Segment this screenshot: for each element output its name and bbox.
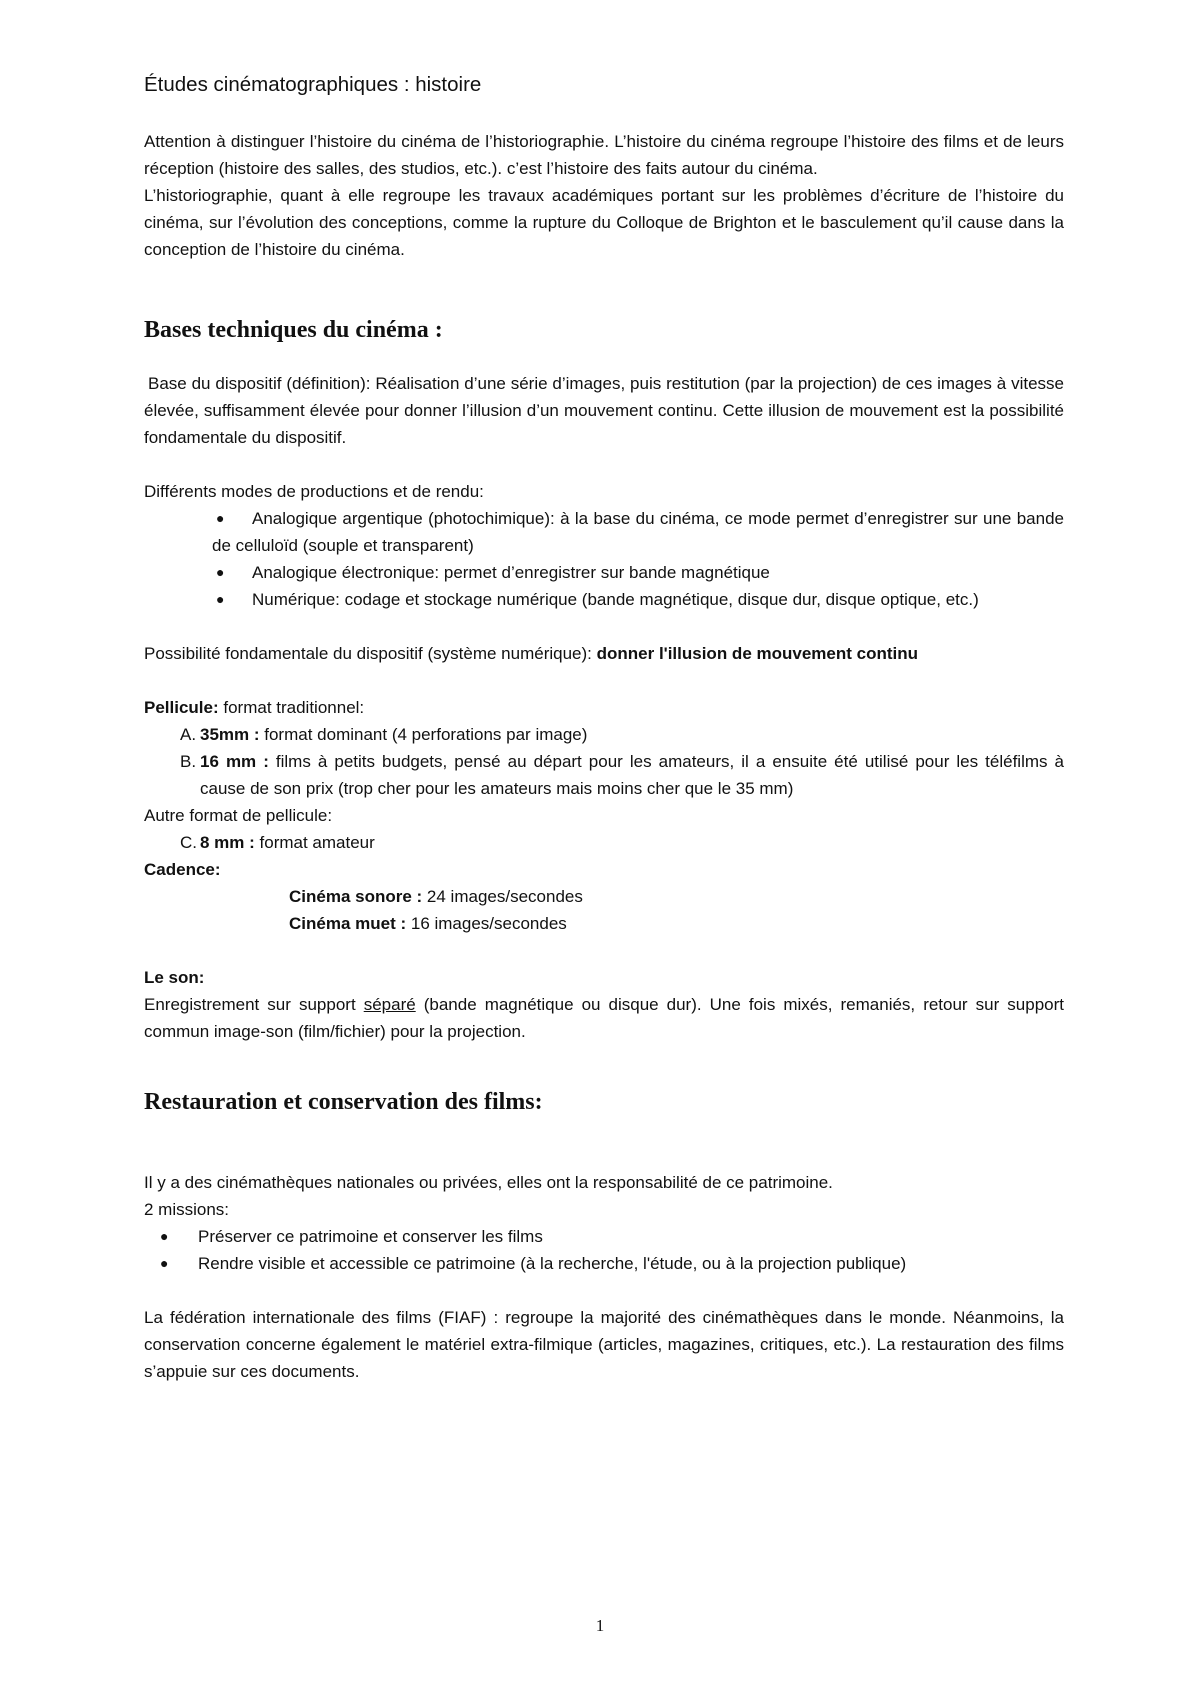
document-title: Études cinématographiques : histoire <box>144 73 482 96</box>
sound-paragraph: Enregistrement sur support séparé (bande magnétique ou disque dur). Une fois mixés, remaniés, retour sur support commun image-son (film/fichier) pour la projection. <box>144 995 1064 1041</box>
intro-paragraph-historiography: L’historiographie, quant à elle regroupe les travaux académiques portant sur les problèmes d’écriture de l’histoire du cinéma, sur l’évolution des conceptions, comme la rupture du Colloque de Brighton et le basculement qu’il cause dans la conception de l’histoire du cinéma. <box>144 186 1064 259</box>
cadence-silent-line: Cinéma muet : 16 images/secondes <box>289 914 567 933</box>
cadence-label: Cadence: <box>144 860 221 879</box>
modes-intro: Différents modes de productions et de rendu: <box>144 482 484 501</box>
pellicule-line: Pellicule: format traditionnel: <box>144 698 365 717</box>
bullet-icon: ● <box>216 591 225 607</box>
list-item: B. 16 mm : films à petits budgets, pensé au départ pour les amateurs, il a ensuite été utilisé pour les téléfilms à cause de son prix (trop cher pour les amateurs mais moins cher que le 35 mm) <box>180 752 1064 798</box>
bullet-icon: ● <box>160 1228 169 1244</box>
list-item: A. 35mm : format dominant (4 perforations par image) <box>180 725 588 744</box>
list-item: C. 8 mm : format amateur <box>180 833 375 852</box>
section-heading-techniques: Bases techniques du cinéma : <box>144 317 443 343</box>
other-format-line: Autre format de pellicule: <box>144 806 333 825</box>
sound-label: Le son: <box>144 968 205 987</box>
fundamental-possibility: Possibilité fondamentale du dispositif (système numérique): donner l'illusion de mouvement continu <box>144 644 918 663</box>
format-list-other <box>144 829 1064 856</box>
bullet-icon: ● <box>216 564 225 580</box>
list-item: ● Numérique: codage et stockage numérique (bande magnétique, disque dur, disque optique, etc.) <box>144 586 1064 613</box>
bullet-icon: ● <box>160 1255 169 1271</box>
fiaf-paragraph: La fédération internationale des films (FIAF) : regroupe la majorité des cinémathèques dans le monde. Néanmoins, la conservation concerne également le matériel extra-filmique (articles, magazines, critiques, etc.). La restauration des films s’appuie sur ces documents. <box>144 1308 1064 1381</box>
bullet-icon: ● <box>216 510 225 526</box>
cinematheques-paragraph: Il y a des cinémathèques nationales ou privées, elles ont la responsabilité de ce patrimoine. <box>144 1173 833 1192</box>
base-dispositif-paragraph: Base du dispositif (définition): Réalisation d’une série d’images, puis restitution (par la projection) de ces images à vitesse élevée, suffisamment élevée pour donner l’illusion d’un mouvement continu. Cette illusion de mouvement est la possibilité fondamentale du dispositif. <box>144 374 1064 447</box>
list-item: ● Préserver ce patrimoine et conserver les films <box>144 1223 1064 1250</box>
page-number: 1 <box>595 1616 605 1635</box>
format-list <box>144 721 1064 802</box>
section-heading-restauration: Restauration et conservation des films: <box>144 1089 543 1115</box>
modes-list <box>144 505 1064 613</box>
intro-paragraph-history: Attention à distinguer l’histoire du cinéma de l’historiographie. L’histoire du cinéma regroupe l’histoire des films et de leurs réception (histoire des salles, des studios, etc.). c’est l’histoire des faits autour du cinéma. <box>144 132 1064 178</box>
missions-intro: 2 missions: <box>144 1200 230 1219</box>
list-item: ● Analogique électronique: permet d’enregistrer sur bande magnétique <box>144 559 1064 586</box>
list-item: ● Rendre visible et accessible ce patrimoine (à la recherche, l'étude, ou à la projection publique) <box>144 1250 1064 1277</box>
cadence-sound-line: Cinéma sonore : 24 images/secondes <box>289 887 583 906</box>
missions-list <box>144 1223 1064 1277</box>
list-item: ● Analogique argentique (photochimique): à la base du cinéma, ce mode permet d’enregistrer sur une bande de celluloïd (souple et transparent) <box>144 505 1064 559</box>
